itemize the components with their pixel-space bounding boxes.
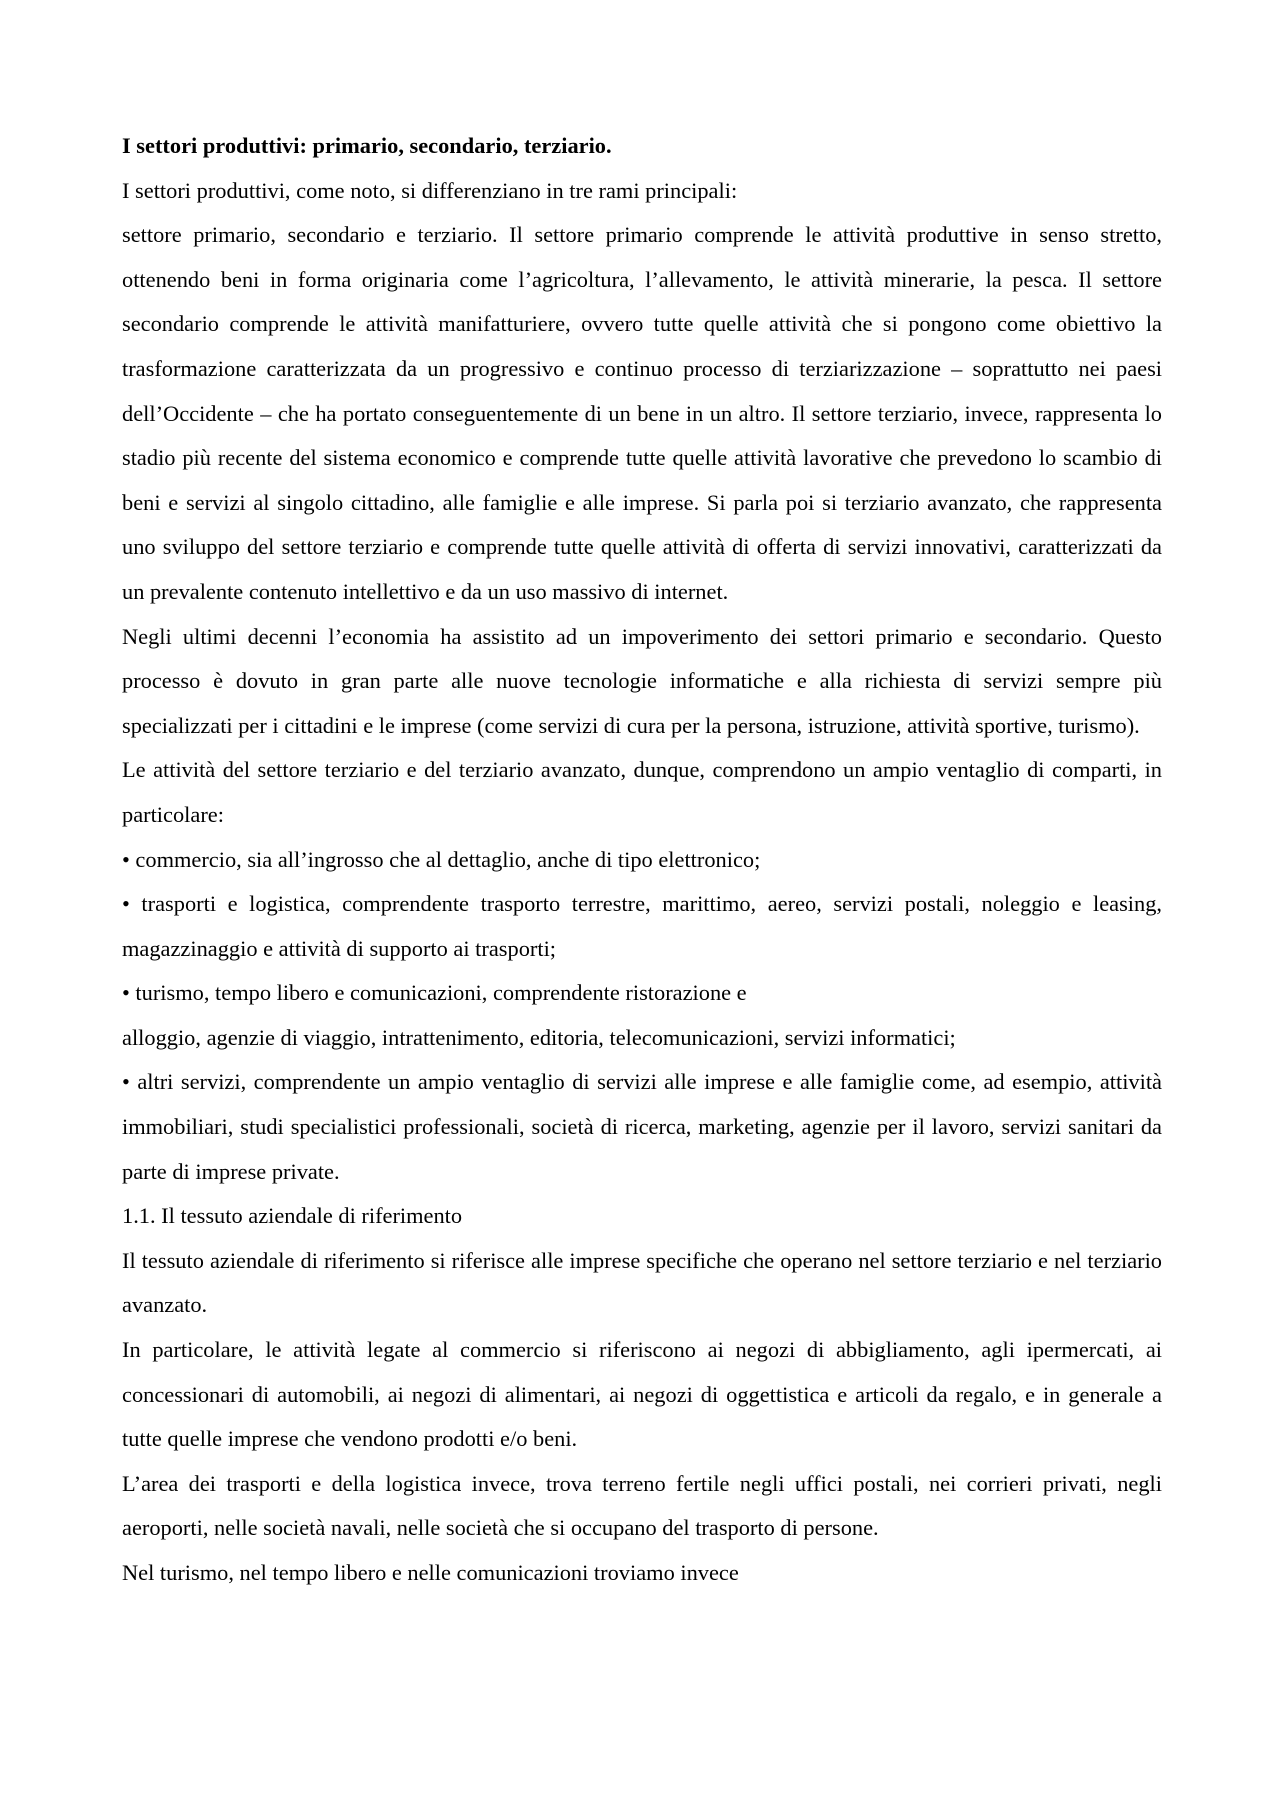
paragraph-tourism-details: Nel turismo, nel tempo libero e nelle comunicazioni troviamo invece: [122, 1560, 739, 1585]
list-item-commerce: • commercio, sia all’ingrosso che al dettaglio, anche di tipo elettronico;: [122, 846, 761, 872]
list-item-tourism-continued: alloggio, agenzie di viaggio, intrattenimento, editoria, telecomunicazioni, servizi informatici;: [122, 1024, 956, 1050]
intro-line: I settori produttivi, come noto, si differenziano in tre rami principali:: [122, 177, 738, 203]
paragraph-business-fabric: Il tessuto aziendale di riferimento si riferisce alle imprese specifiche che operano nel settore terziario e nel terziario avanzato.: [122, 1247, 1162, 1318]
section-heading: 1.1. Il tessuto aziendale di riferimento: [122, 1203, 463, 1229]
paragraph-tertiary-activities: Le attività del settore terziario e del terziario avanzato, dunque, comprendono un ampio ventaglio di comparti, in particolare:: [122, 757, 1162, 827]
paragraph-recent-decades: Negli ultimi decenni l’economia ha assistito ad un impoverimento dei settori primario e secondario. Questo processo è dovuto in gran parte alle nuove tecnologie informatiche e alla richiesta di servizi sempre più specializzati per i cittadini e le imprese (come servizi di cura per la persona, istruzione, attività sportive, turismo).: [122, 623, 1162, 738]
paragraph-sectors: settore primario, secondario e terziario. Il settore primario comprende le attività produttive in senso stretto, ottenendo beni in forma originaria come l’agricoltura, l’allevamento, le attività minerarie, la pesca. Il settore secondario comprende le attività manifatturiere, ovvero tutte quelle attività che si pongono come obiettivo la trasformazione caratterizzata da un progressivo e continuo processo di terziarizzazione – soprattutto nei paesi dell’Occidente – che ha portato conseguentemente di un bene in un altro. Il settore terziario, invece, rappresenta lo stadio più recente del sistema economico e comprende tutte quelle attività lavorative che prevedono lo scambio di beni e servizi al singolo cittadino, alle famiglie e alle imprese. Si parla poi si terziario avanzato, che rappresenta uno sviluppo del settore terziario e comprende tutte quelle attività di offerta di servizi innovativi, caratterizzati da un prevalente contenuto intellettivo e da un uso massivo di internet.: [122, 222, 1162, 604]
document-body: [122, 124, 1162, 1596]
list-item-other-services: • altri servizi, comprendente un ampio ventaglio di servizi alle imprese e alle famiglie come, ad esempio, attività immobiliari, studi specialistici professionali, società di ricerca, marketing, agenzie per il lavoro, servizi sanitari da parte di imprese private.: [122, 1069, 1162, 1184]
list-item-tourism: • turismo, tempo libero e comunicazioni, comprendente ristorazione e: [122, 980, 747, 1006]
document-title: I settori produttivi: primario, secondario, terziario.: [122, 133, 612, 158]
paragraph-transport-details: L’area dei trasporti e della logistica invece, trova terreno fertile negli uffici postali, nei corrieri privati, negli aeroporti, nelle società navali, nelle società che si occupano del trasporto di persone.: [122, 1470, 1162, 1541]
list-item-transport: • trasporti e logistica, comprendente trasporto terrestre, marittimo, aereo, servizi postali, noleggio e leasing, magazzinaggio e attività di supporto ai trasporti;: [122, 891, 1162, 961]
paragraph-commerce-details: In particolare, le attività legate al commercio si riferiscono ai negozi di abbigliamento, agli ipermercati, ai concessionari di automobili, ai negozi di alimentari, ai negozi di oggettistica e articoli da regalo, e in generale a tutte quelle imprese che vendono prodotti e/o beni.: [122, 1337, 1162, 1452]
